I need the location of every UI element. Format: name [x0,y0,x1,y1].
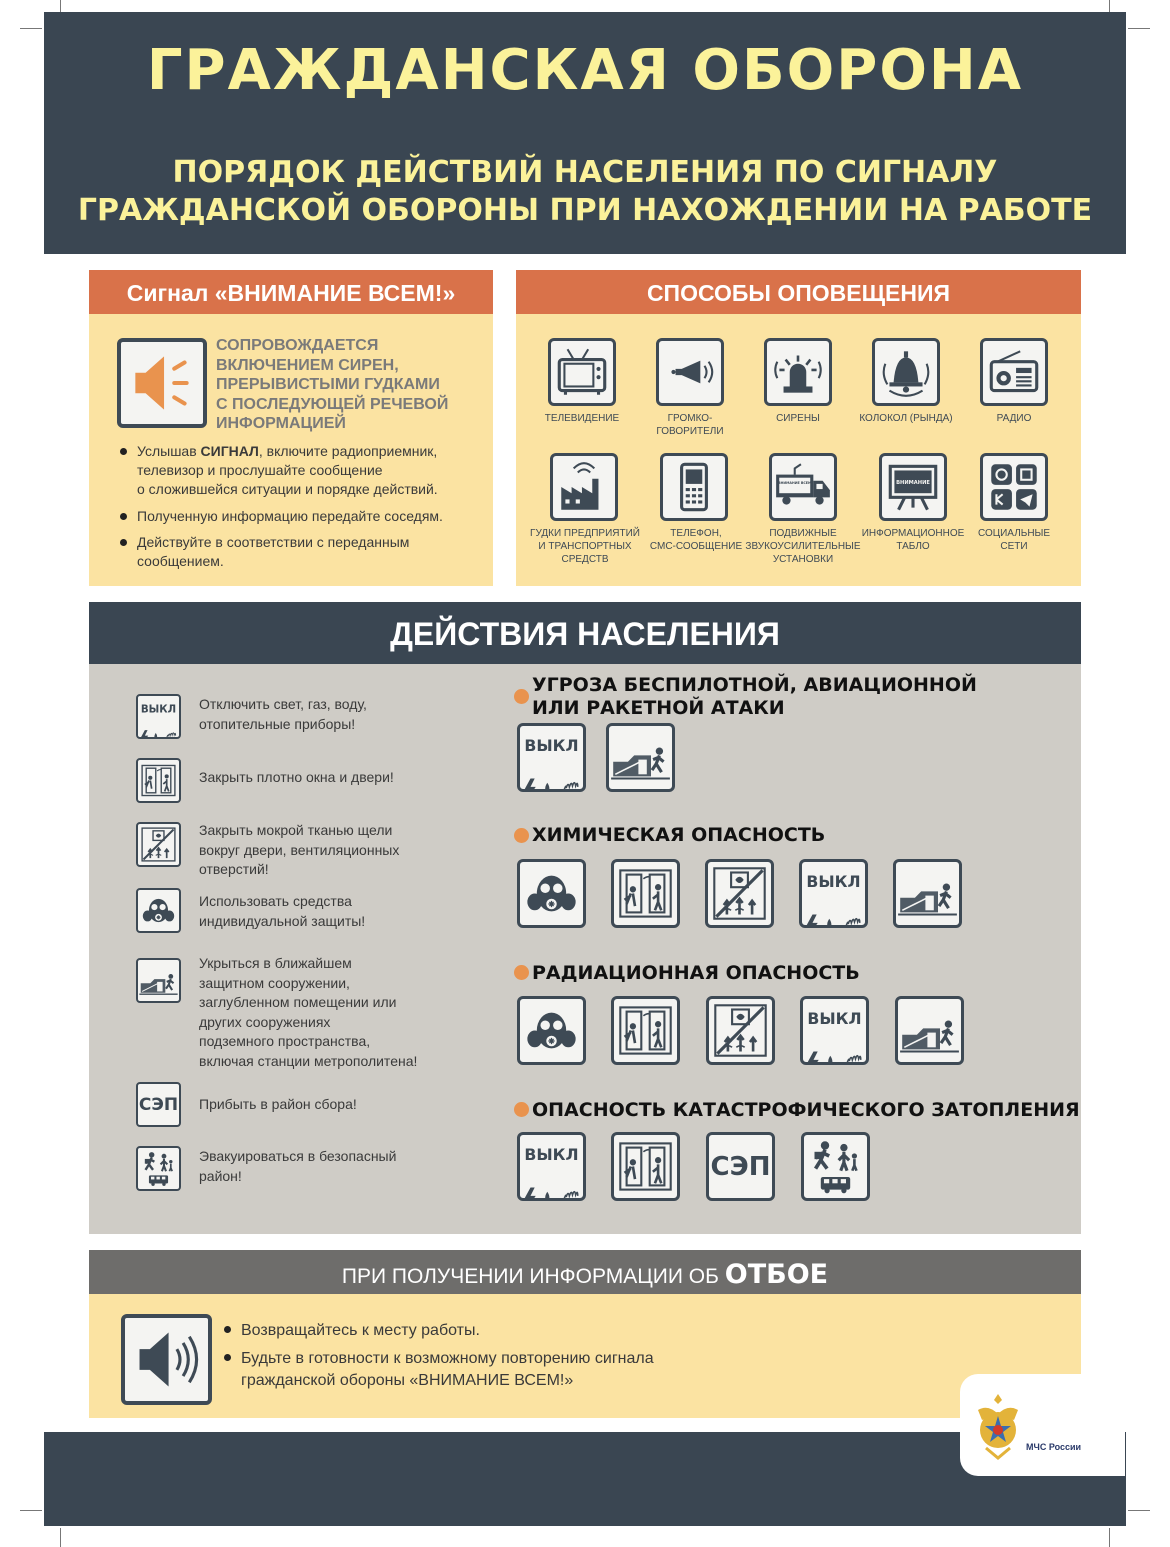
notify-title: СПОСОБЫ ОПОВЕЩЕНИЯ [646,280,951,306]
org-name: МЧС России [1026,1442,1082,1452]
off-text: ВЫКЛ [524,1145,579,1165]
signal-bullet [137,507,443,526]
notify-label: КОЛОКОЛ (РЫНДА) [859,413,953,424]
allclear-panel [89,1294,1081,1418]
bullet-dot [514,689,529,704]
utilities-off-icon [136,694,181,739]
off-text: ВЫКЛ [140,703,177,716]
utilities-off-icon [517,1132,586,1201]
notify-panel-header [516,270,1081,314]
off-text: ВЫКЛ [806,872,861,892]
off-text: ВЫКЛ [807,1009,862,1029]
van-icon [769,453,837,521]
evacuate-icon [801,1132,870,1201]
crop-mark [1128,28,1150,29]
crop-mark [1109,1528,1110,1547]
notify-label: ГУДКИ ПРЕДПРИЯТИЙ И ТРАНСПОРТНЫХ СРЕДСТВ [530,528,640,565]
signal-title: Сигнал «ВНИМАНИЕ ВСЕМ!» [126,280,456,306]
signal-bullet [137,533,409,571]
shelter-icon [895,996,964,1065]
shelter-icon [893,859,962,928]
bullet-dot [514,965,529,980]
evacuate-icon [136,1146,181,1191]
off-text: ВЫКЛ [524,736,579,756]
action-text: Укрыться в ближайшем защитном сооружении, заглубленном помещении или других сооружениях подземного пространства, включая станции метрополитена! [199,955,418,1069]
bullet-text: телевизор и прослушайте сообщение [137,462,383,478]
signal-description-line: ИНФОРМАЦИЕЙ [216,415,346,432]
siren-icon [764,338,832,406]
seal-vents-icon [705,859,774,928]
crop-mark [60,1528,61,1547]
signal-description-line: СОПРОВОЖДАЕТСЯ [216,337,379,354]
bullet-dot [514,1102,529,1117]
action-text: Использовать средства индивидуальной защиты! [199,893,366,929]
gas-mask-icon [517,996,586,1065]
close-doors-icon [611,859,680,928]
notify-label: ТЕЛЕФОН, СМС-СООБЩЕНИЕ [649,528,743,552]
assembly-point-icon [706,1132,775,1201]
gas-mask-icon [136,888,181,933]
allclear-title [89,1259,1081,1290]
crop-mark [20,1510,42,1511]
notify-label: ПОДВИЖНЫЕ ЗВУКОУСИЛИТЕЛЬНЫЕ УСТАНОВКИ [745,528,861,565]
notify-label: ИНФОРМАЦИОННОЕ ТАБЛО [861,528,965,552]
tv-icon [548,338,616,406]
close-doors-icon [136,758,181,803]
allclear-title-bold: ОТБОЕ [724,1259,829,1290]
notify-label: ГРОМКО- ГОВОРИТЕЛИ [656,413,724,437]
utilities-off-icon [517,723,586,792]
threat-title: УГРОЗА БЕСПИЛОТНОЙ, АВИАЦИОННОЙ ИЛИ РАКЕТНОЙ АТАКИ [532,674,977,719]
signal-description [216,336,448,434]
signal-panel-header [89,270,493,314]
action-text: Закрыть плотно окна и двери! [199,769,394,785]
radio-icon [980,338,1048,406]
allclear-bullet: Возвращайтесь к месту работы. [241,1320,480,1342]
close-doors-icon [611,1132,680,1201]
seal-vents-icon [706,996,775,1065]
allclear-header [89,1250,1081,1294]
threat-title: ОПАСНОСТЬ КАТАСТРОФИЧЕСКОГО ЗАТОПЛЕНИЯ [532,1099,1080,1121]
threat-title: РАДИАЦИОННАЯ ОПАСНОСТЬ [532,962,860,984]
speaker-icon [121,1314,212,1405]
footer-logo-panel [960,1374,1125,1476]
shelter-icon [606,723,675,792]
social-networks-icon [980,453,1048,521]
crop-mark [20,28,42,29]
bullet-text: Услышав [137,443,201,459]
emercom-emblem-icon [972,1390,1024,1462]
notify-label: СОЦИАЛЬНЫЕ СЕТИ [977,528,1051,552]
notify-label: ТЕЛЕВИДЕНИЕ [544,413,620,424]
allclear-bullet: Будьте в готовности к возможному повторению сигнала гражданской обороны «ВНИМАНИЕ ВСЕМ!» [241,1348,654,1392]
signal-description-line: ВКЛЮЧЕНИЕМ СИРЕН, [216,356,399,374]
phone-icon [660,453,728,521]
info-board-icon [879,453,947,521]
utilities-off-icon [799,859,868,928]
actions-panel [89,664,1081,1234]
factory-horn-icon [550,453,618,521]
utilities-off-icon [800,996,869,1065]
van-sign-text: ВНИМАНИЕ ВСЕМ [778,480,812,485]
action-text: Отключить свет, газ, воду, отопительные приборы! [199,696,367,732]
action-text: Закрыть мокрой тканью щели вокруг двери, вентиляционных отверстий! [199,822,400,877]
notify-panel [516,270,1081,586]
subtitle-line: ГРАЖДАНСКОЙ ОБОРОНЫ ПРИ НАХОЖДЕНИИ НА РАБОТЕ [77,193,1093,228]
signal-panel [89,270,493,586]
bullet-text: Полученную информацию передайте соседям. [137,508,443,524]
threat-title: ХИМИЧЕСКАЯ ОПАСНОСТЬ [532,824,826,846]
action-text: Прибыть в район сбора! [199,1096,357,1112]
notify-label: РАДИО [996,413,1032,424]
page-title: ГРАЖДАНСКАЯ ОБОРОНА [146,38,1024,103]
subtitle-line: ПОРЯДОК ДЕЙСТВИЙ НАСЕЛЕНИЯ ПО СИГНАЛУ [172,155,998,190]
crop-mark [1128,1510,1150,1511]
actions-title: ДЕЙСТВИЯ НАСЕЛЕНИЯ [390,616,780,652]
loudspeaker-icon [656,338,724,406]
board-sign-text: ВНИМАНИЕ [896,479,930,486]
speaker-loud-icon [117,338,207,428]
signal-description-line: С ПОСЛЕДУЮЩЕЙ РЕЧЕВОЙ [216,395,449,413]
bullet-text: , включите радиоприемник, [258,443,438,459]
sep-text: СЭП [138,1094,179,1115]
bullet-text: сообщением. [137,553,224,569]
gas-mask-icon [517,859,586,928]
bullet-bold: СИГНАЛ [200,443,259,459]
close-doors-icon [611,996,680,1065]
bullet-text: о сложившейся ситуации и порядке действий. [137,481,438,497]
action-text: Эвакуироваться в безопасный район! [199,1148,397,1184]
signal-description-line: ПРЕРЫВИСТЫМИ ГУДКАМИ [216,376,440,393]
bullet-text: Действуйте в соответствии с переданным [137,534,410,550]
allclear-title-text: ПРИ ПОЛУЧЕНИИ ИНФОРМАЦИИ ОБ [341,1265,725,1288]
header-banner [44,12,1126,254]
notify-label: СИРЕНЫ [776,413,820,424]
bell-icon [872,338,940,406]
sep-text: СЭП [710,1151,771,1182]
signal-bullet [137,442,438,499]
assembly-point-icon [136,1082,181,1127]
shelter-icon [136,958,181,1003]
page-subtitle [44,154,1126,230]
seal-vents-icon [136,822,181,867]
bullet-dot [514,828,529,843]
actions-header [89,602,1081,664]
